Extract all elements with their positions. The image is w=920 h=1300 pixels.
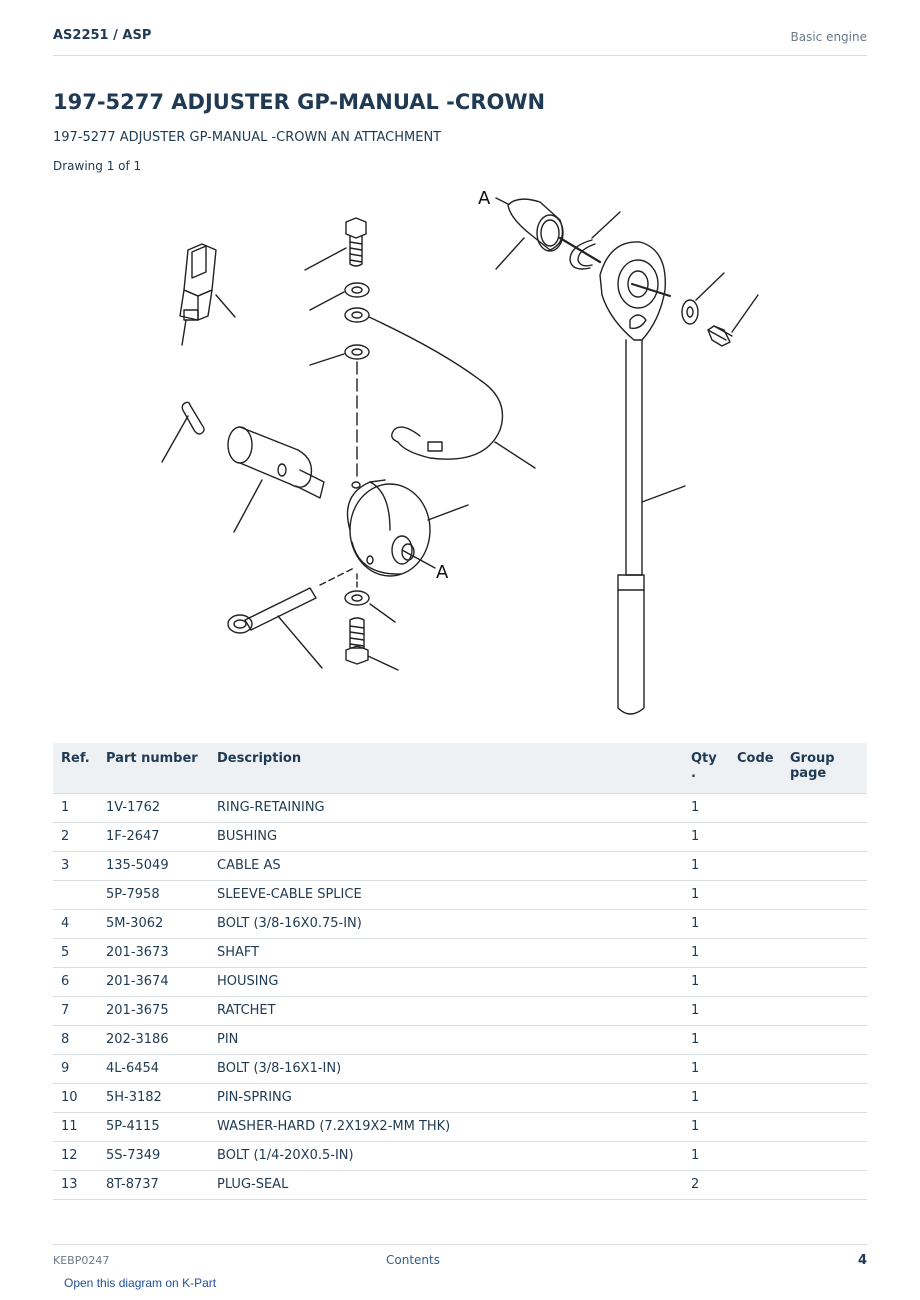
- cell-qty: 1: [691, 851, 737, 880]
- cell-code: [737, 1141, 790, 1170]
- callout-a-top: A: [478, 188, 491, 209]
- washer-upper-part: [310, 283, 369, 310]
- page-title: 197-5277 ADJUSTER GP-MANUAL -CROWN: [53, 90, 546, 114]
- housing-part: [348, 480, 469, 576]
- page-subtitle: 197-5277 ADJUSTER GP-MANUAL -CROWN AN ATTACHMENT: [53, 130, 442, 145]
- cell-description: SHAFT: [217, 938, 691, 967]
- cell-description: PIN-SPRING: [217, 1083, 691, 1112]
- cell-part-number: 5H-3182: [106, 1083, 217, 1112]
- table-row: [53, 967, 867, 996]
- cell-description: BOLT (3/8-16X0.75-IN): [217, 909, 691, 938]
- cell-part-number: 201-3673: [106, 938, 217, 967]
- cell-part-number: 5P-4115: [106, 1112, 217, 1141]
- cell-qty: 1: [691, 1025, 737, 1054]
- cell-description: RATCHET: [217, 996, 691, 1025]
- cell-code: [737, 909, 790, 938]
- cell-qty: 1: [691, 880, 737, 909]
- cell-description: PIN: [217, 1025, 691, 1054]
- document-reference: AS2251 / ASP: [53, 28, 152, 43]
- cell-code: [737, 996, 790, 1025]
- table-row: [53, 1141, 867, 1170]
- washer-mid-part: [310, 345, 369, 365]
- cell-ref: 2: [53, 822, 106, 851]
- cell-description: SLEEVE-CABLE SPLICE: [217, 880, 691, 909]
- cell-group-page: [790, 1170, 867, 1199]
- cell-ref: 3: [53, 851, 106, 880]
- drawing-label: Drawing 1 of 1: [53, 159, 142, 173]
- cell-code: [737, 822, 790, 851]
- cell-code: [737, 1112, 790, 1141]
- column-header-part-number: Part number: [106, 743, 217, 793]
- page-footer: [53, 1244, 867, 1274]
- cell-qty: 1: [691, 1112, 737, 1141]
- cell-qty: 1: [691, 909, 737, 938]
- cell-code: [737, 880, 790, 909]
- cell-ref: 11: [53, 1112, 106, 1141]
- cell-group-page: [790, 1054, 867, 1083]
- cell-qty: 1: [691, 996, 737, 1025]
- cell-part-number: 201-3675: [106, 996, 217, 1025]
- small-bolt-part: [708, 295, 758, 346]
- cable-eye-part: [345, 308, 535, 468]
- cell-ref: 10: [53, 1083, 106, 1112]
- bushing-part: [496, 198, 600, 269]
- cell-ref: 8: [53, 1025, 106, 1054]
- table-row: [53, 793, 867, 822]
- cell-part-number: 4L-6454: [106, 1054, 217, 1083]
- table-row: [53, 1112, 867, 1141]
- column-header-description: Description: [217, 743, 691, 793]
- table-row: [53, 938, 867, 967]
- cell-part-number: 201-3674: [106, 967, 217, 996]
- cell-description: PLUG-SEAL: [217, 1170, 691, 1199]
- cell-ref: 7: [53, 996, 106, 1025]
- pin-part: [228, 568, 354, 668]
- cell-group-page: [790, 1083, 867, 1112]
- cell-group-page: [790, 909, 867, 938]
- callout-a-bottom: A: [436, 562, 449, 583]
- page-header: [53, 28, 867, 56]
- cell-part-number: 8T-8737: [106, 1170, 217, 1199]
- cell-code: [737, 851, 790, 880]
- cell-qty: 1: [691, 938, 737, 967]
- table-row: [53, 996, 867, 1025]
- cell-group-page: [790, 1025, 867, 1054]
- cell-part-number: 5S-7349: [106, 1141, 217, 1170]
- cell-group-page: [790, 996, 867, 1025]
- plug-seal-part: [180, 244, 235, 345]
- cell-code: [737, 1083, 790, 1112]
- cell-ref: 9: [53, 1054, 106, 1083]
- table-row: [53, 1054, 867, 1083]
- cell-ref: 4: [53, 909, 106, 938]
- cell-description: BOLT (1/4-20X0.5-IN): [217, 1141, 691, 1170]
- cell-group-page: [790, 938, 867, 967]
- cell-description: CABLE AS: [217, 851, 691, 880]
- contents-link[interactable]: Contents: [386, 1253, 440, 1267]
- ratchet-part: [600, 242, 685, 714]
- washer-bottom-part: [345, 591, 395, 622]
- bolt-bottom-part: [346, 618, 398, 670]
- cell-qty: 1: [691, 967, 737, 996]
- exploded-parts-diagram: [140, 180, 780, 720]
- cell-qty: 1: [691, 1054, 737, 1083]
- cell-ref: 12: [53, 1141, 106, 1170]
- table-row: [53, 880, 867, 909]
- cell-code: [737, 1054, 790, 1083]
- column-header-group-page: Group page: [790, 743, 867, 793]
- cell-ref: 1: [53, 793, 106, 822]
- cell-ref: 13: [53, 1170, 106, 1199]
- cell-ref: [53, 880, 106, 909]
- cell-group-page: [790, 880, 867, 909]
- table-row: [53, 909, 867, 938]
- cell-description: BUSHING: [217, 822, 691, 851]
- cell-description: RING-RETAINING: [217, 793, 691, 822]
- cell-qty: 1: [691, 822, 737, 851]
- cell-part-number: 1V-1762: [106, 793, 217, 822]
- column-header-qty: Qty .: [691, 743, 737, 793]
- cell-group-page: [790, 1112, 867, 1141]
- cell-ref: 5: [53, 938, 106, 967]
- hard-washer-part: [682, 273, 724, 324]
- cell-group-page: [790, 851, 867, 880]
- table-row: [53, 822, 867, 851]
- retaining-ring-part: [570, 212, 620, 269]
- cell-code: [737, 938, 790, 967]
- cell-group-page: [790, 967, 867, 996]
- table-row: [53, 1025, 867, 1054]
- cell-group-page: [790, 822, 867, 851]
- table-row: [53, 1083, 867, 1112]
- cell-ref: 6: [53, 967, 106, 996]
- cell-part-number: 5P-7958: [106, 880, 217, 909]
- cell-part-number: 1F-2647: [106, 822, 217, 851]
- cell-code: [737, 967, 790, 996]
- page-number: 4: [857, 1253, 867, 1268]
- cell-qty: 1: [691, 1083, 737, 1112]
- section-name: Basic engine: [790, 30, 867, 44]
- cell-group-page: [790, 793, 867, 822]
- column-header-ref: Ref.: [53, 743, 106, 793]
- table-row: [53, 1170, 867, 1199]
- cell-qty: 1: [691, 1141, 737, 1170]
- column-header-code: Code: [737, 743, 790, 793]
- shaft-part: [228, 427, 324, 532]
- open-in-kpart-link[interactable]: Open this diagram on K-Part: [64, 1276, 217, 1290]
- cell-group-page: [790, 1141, 867, 1170]
- cell-qty: 2: [691, 1170, 737, 1199]
- cell-description: HOUSING: [217, 967, 691, 996]
- parts-table: [53, 743, 867, 1200]
- spring-pin-part: [162, 402, 204, 462]
- cell-qty: 1: [691, 793, 737, 822]
- cell-description: BOLT (3/8-16X1-IN): [217, 1054, 691, 1083]
- document-code: KEBP0247: [53, 1254, 110, 1267]
- cell-part-number: 202-3186: [106, 1025, 217, 1054]
- cell-code: [737, 793, 790, 822]
- cell-description: WASHER-HARD (7.2X19X2-MM THK): [217, 1112, 691, 1141]
- bolt-top-part: [305, 218, 366, 270]
- cell-code: [737, 1170, 790, 1199]
- cell-code: [737, 1025, 790, 1054]
- table-header-row: [53, 743, 867, 793]
- cell-part-number: 5M-3062: [106, 909, 217, 938]
- cell-part-number: 135-5049: [106, 851, 217, 880]
- table-row: [53, 851, 867, 880]
